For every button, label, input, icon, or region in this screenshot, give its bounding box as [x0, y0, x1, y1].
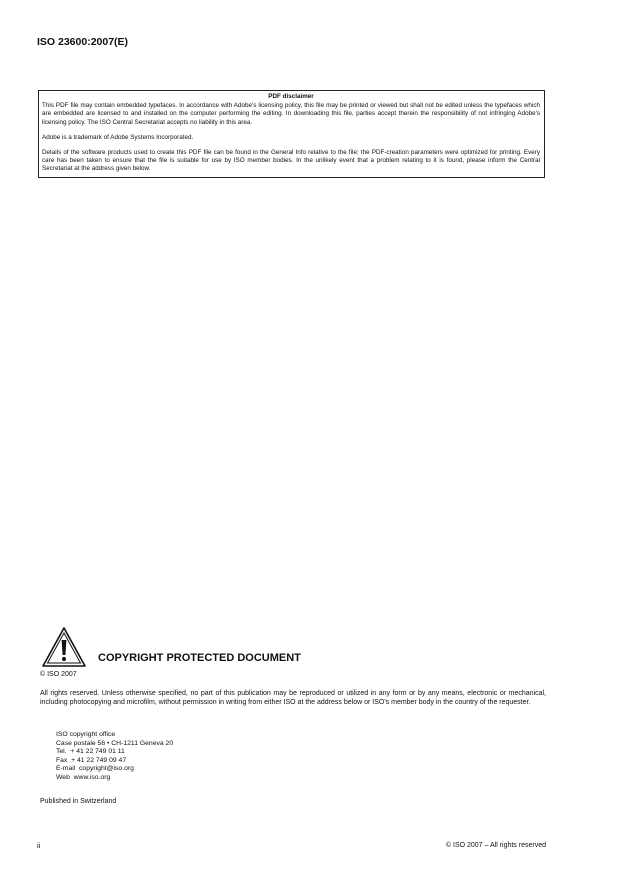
document-id: ISO 23600:2007(E)	[37, 36, 129, 48]
footer-copyright: © ISO 2007 – All rights reserved	[445, 842, 546, 849]
disclaimer-paragraph: Details of the software products used to create this PDF file can be found in the General Info relative to the file; the PDF-creation parameters were optimized for printing. Every care has been taken to ensure that the file is suitable for use by ISO member bodies. In the unlikely event that a problem relating to it is found, please inform the Central Secretariat at the address given below.	[42, 149, 540, 173]
contact-block	[56, 731, 173, 783]
disclaimer-title: PDF disclaimer	[268, 93, 314, 100]
rights-statement: All rights reserved. Unless otherwise specified, no part of this publication may be reproduced or utilized in any form or by any means, electronic or mechanical, including photocopying and microfilm, without permission in writing from either ISO at the address below or ISO's member body in the country of the requester.	[40, 690, 546, 707]
contact-line: Case postale 56 • CH-1211 Geneva 20	[56, 739, 174, 747]
copyright-title: COPYRIGHT PROTECTED DOCUMENT	[98, 652, 301, 664]
warning-triangle-icon	[41, 626, 87, 668]
contact-line: Fax + 41 22 749 09 47	[56, 756, 127, 764]
contact-line: Tel. + 41 22 749 01 11	[56, 748, 125, 756]
copyright-line: © ISO 2007	[40, 671, 77, 678]
published-location: Published in Switzerland	[40, 798, 117, 805]
disclaimer-paragraph: This PDF file may contain embedded typefaces. In accordance with Adobe's licensing policy, this file may be printed or viewed but shall not be edited unless the typefaces which are embedded are licensed to and installed on the computer performing the editing. In downloading this file, parties accept therein the responsibility of not infringing Adobe's licensing policy. The ISO Central Secretariat accepts no liability in this area.	[42, 102, 540, 126]
contact-line: E-mail copyright@iso.org	[56, 765, 134, 773]
contact-line: Web www.iso.org	[56, 773, 111, 781]
disclaimer-paragraph: Adobe is a trademark of Adobe Systems Incorporated.	[42, 133, 194, 141]
contact-line: ISO copyright office	[56, 731, 116, 738]
pdf-disclaimer-box	[38, 90, 545, 178]
page-number: ii	[37, 841, 41, 850]
